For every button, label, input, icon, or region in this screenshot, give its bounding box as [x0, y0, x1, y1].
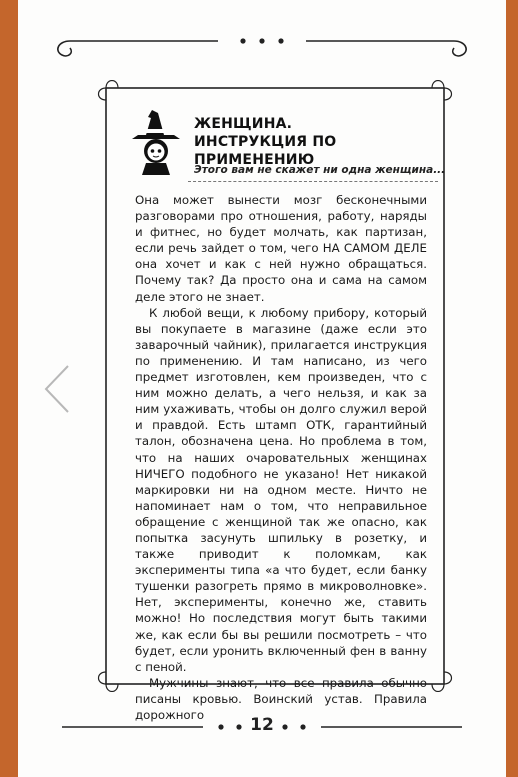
article-title [194, 115, 454, 169]
book-page [18, 0, 506, 777]
paragraph: Она может вынести мозг бесконечными разговорами про отношения, работу, наряды и фитнес, но будет молчать, как партизан, если речь зайдет о том, чего НА САМОМ ДЕЛЕ она хочет и как с ней нужно обращаться. Почему так? Да просто она и сама на самом деле этого не знает. [135, 193, 427, 304]
article-body [135, 192, 427, 723]
subtitle-divider [188, 181, 438, 182]
book-edge-left [0, 0, 18, 777]
article-subtitle: Этого вам не скажет ни одна женщина... [194, 164, 446, 176]
witch-icon [130, 109, 182, 175]
paragraph: К любой вещи, к любому прибору, который вы покупаете в магазине (даже если это заварочный чайник), прилагается инструкция по применению. И там написано, из чего предмет изготовлен, кем произведен, что с ним можно делать, а чего нельзя, и как за ним ухаживать, чтобы он долго служил верой и правдой. Есть штамп ОТК, гарантийный талон, обозначена цена. Но проблема в том, что на наших очаровательных женщинах НИЧЕГО подобного не указано! Нет никакой маркировки ни на одном месте. Ничто не напоминает нам о том, что неправильное обращение с женщиной так же опасно, как попытка засунуть шпильку в розетку, и также приводит к поломкам, как эксперименты типа «а что будет, если банку тушенки разогреть прямо в микроволновке». Нет, эксперименты, конечно же, ставить можно! Но последствия могут быть такими же, как если бы вы решили посмотреть – что будет, если уронить включенный фен в ванну с пеной. [135, 305, 427, 674]
chevron-left-icon[interactable] [38, 362, 78, 416]
title-line-2: ИНСТРУКЦИЯ ПО ПРИМЕНЕНИЮ [194, 134, 337, 168]
top-ornament [18, 25, 506, 65]
article-frame [92, 80, 458, 722]
paragraph: Мужчины знают, что все правила обычно писаны кровью. Воинский устав. Правила дорожного [135, 675, 427, 722]
title-line-1: ЖЕНЩИНА. [194, 116, 293, 132]
page-number: 12 [250, 715, 274, 735]
book-edge-right [506, 0, 518, 777]
